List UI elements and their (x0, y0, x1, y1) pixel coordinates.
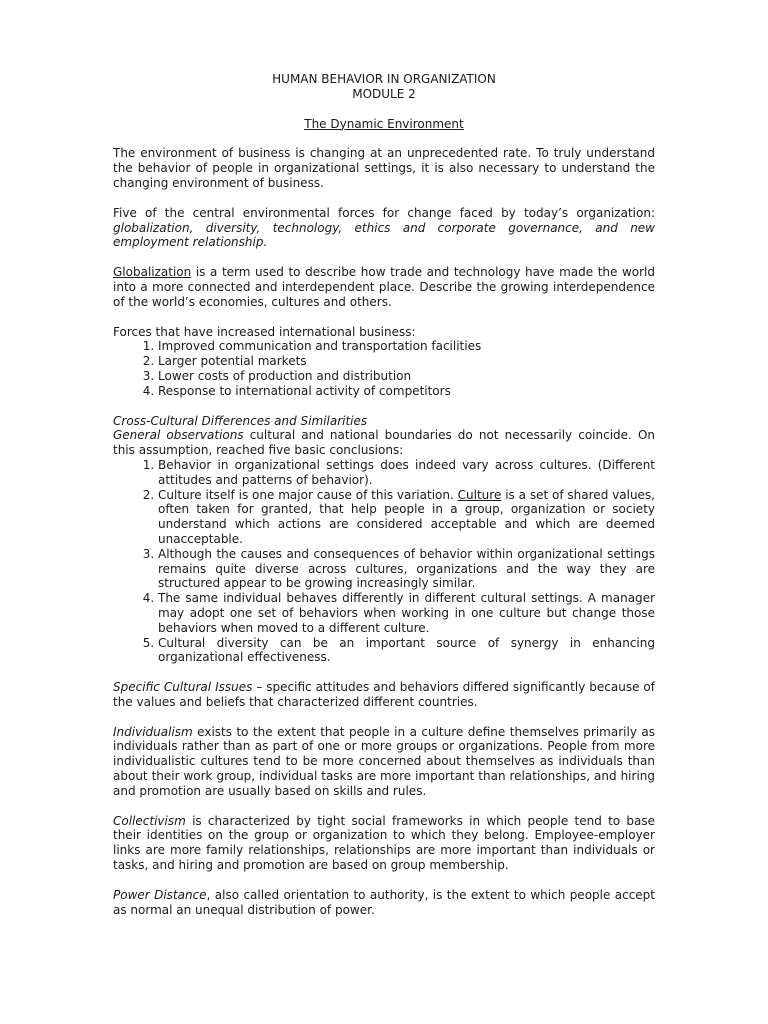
culture-term: Culture (457, 487, 502, 502)
list-item: 2. Larger potential markets (158, 354, 655, 369)
list-item: 5. Cultural diversity can be an important source of synergy in enhancing organizational effectiveness. (158, 636, 655, 666)
list-item: 4. Response to international activity of competitors (158, 384, 655, 399)
globalization-paragraph (113, 265, 655, 309)
globalization-text: is a term used to describe how trade and technology have made the world into a more connected and interdependent place. Describe the growing interdependence of the world’s economies, cultures and others. (113, 265, 655, 309)
general-observations-paragraph (113, 428, 655, 458)
section-title (113, 117, 655, 132)
individualism-term: Individualism (113, 724, 193, 739)
collectivism-paragraph (113, 814, 655, 873)
globalization-term: Globalization (113, 265, 192, 280)
list-item: 1. Improved communication and transportation facilities (158, 339, 655, 354)
individualism-text: exists to the extent that people in a culture define themselves primarily as individuals rather than as part of one or more groups or organizations. People from more individualistic cultures tend to be more concerned about themselves as individuals than about their work group, individual tasks are more important than relationships, and hiring and promotion are usually based on skills and rules. (113, 724, 655, 798)
intro-paragraph: The environment of business is changing at an unprecedented rate. To truly understand the behavior of people in organizational settings, it is also necessary to understand the changing environment of business. (113, 146, 655, 190)
general-observations-text: cultural and national boundaries do not necessarily coincide. On this assumption, reached five basic conclusions: (113, 428, 655, 458)
list-item: 3. Although the causes and consequences of behavior within organizational settings remains quite diverse across cultures, organizations and the way they are structured appear to be growing increasingly similar. (158, 547, 655, 591)
international-lead: Forces that have increased international business: (113, 324, 416, 339)
individualism-paragraph (113, 725, 655, 799)
list-item: 1. Behavior in organizational settings does indeed vary across cultures. (Different attitudes and patterns of behavior). (158, 458, 655, 488)
culture-text-b: is a set of shared values, often taken for granted, that help people in a group, organization or society understand which actions are considered acceptable and which are deemed unacceptable. (158, 487, 656, 546)
list-item: 3. Lower costs of production and distribution (158, 369, 655, 384)
section-title-text: The Dynamic Environment (304, 116, 464, 131)
culture-text-a: Culture itself is one major cause of this variation. (158, 487, 458, 502)
collectivism-text: is characterized by tight social frameworks in which people tend to base their identities on the group or organization to which they belong. Employee-employer links are more family relationships, relationships are more important than individuals or tasks, and hiring and promotion are based on group membership. (113, 813, 655, 873)
document-title: HUMAN BEHAVIOR IN ORGANIZATION (272, 72, 496, 86)
cross-cultural-heading: Cross-Cultural Differences and Similarities (113, 413, 368, 428)
conclusions-list (113, 458, 655, 665)
general-observations-term: General observations (113, 428, 244, 443)
forces-lead: Five of the central environmental forces for change faced by today’s organization: (113, 205, 655, 220)
document-page (113, 72, 655, 917)
power-distance-text: , also called orientation to authority, is the extent to which people accept as normal an unequal distribution of power. (113, 887, 656, 917)
specific-issues-term: Specific Cultural Issues (113, 680, 253, 695)
forces-paragraph (113, 206, 655, 250)
specific-issues-text: – specific attitudes and behaviors differed significantly because of the values and beliefs that characterized different countries. (113, 680, 655, 709)
collectivism-term: Collectivism (113, 813, 186, 828)
specific-issues-paragraph (113, 680, 655, 710)
power-distance-paragraph (113, 888, 655, 918)
power-distance-term: Power Distance (113, 887, 207, 902)
forces-list: globalization, diversity, technology, ethics and corporate governance, and new employment relationship. (113, 220, 655, 250)
module-label: MODULE 2 (352, 86, 416, 101)
international-forces-list (113, 339, 655, 398)
list-item: 4. The same individual behaves differently in different cultural settings. A manager may adopt one set of behaviors when working in one culture but change those behaviors when moved to a different culture. (158, 591, 655, 635)
list-item (158, 488, 655, 547)
